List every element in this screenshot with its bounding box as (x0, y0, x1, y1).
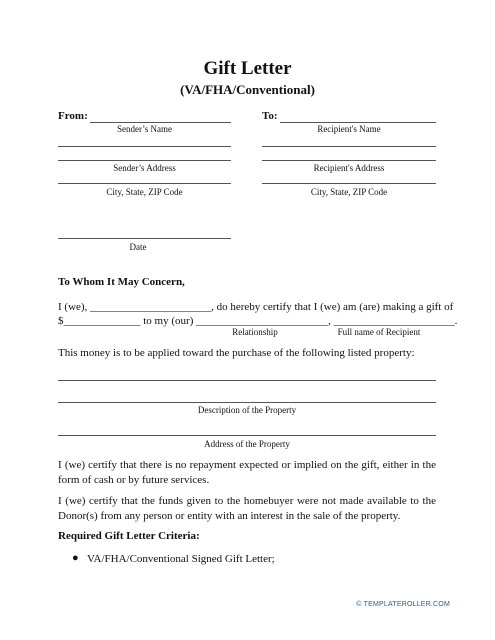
sender-city-line[interactable] (58, 183, 231, 184)
sender-name-caption: Sender’s Name (116, 124, 173, 134)
date-line[interactable] (58, 238, 231, 239)
bullet-icon: ● (72, 552, 79, 564)
recipient-city-caption: City, State, ZIP Code (310, 187, 388, 197)
sender-address-caption: Sender’s Address (113, 163, 176, 173)
certify-line-2: $______________ to my (our) ________________________, ______________________. (58, 315, 458, 327)
document-subtitle: (VA/FHA/Conventional) (180, 82, 315, 97)
property-address-line[interactable] (58, 435, 436, 436)
property-description-line-2[interactable] (58, 402, 436, 403)
relationship-caption: Relationship (232, 327, 278, 337)
property-intro: This money is to be applied toward the purchase of the following listed property: (58, 347, 415, 359)
from-label: From: (58, 110, 88, 122)
recipient-name-caption: Recipient's Name (317, 124, 381, 134)
sender-city-caption: City, State, ZIP Code (106, 187, 183, 197)
sender-name-line[interactable] (90, 122, 231, 123)
salutation: To Whom It May Concern, (58, 276, 185, 288)
property-description-line-1[interactable] (58, 380, 436, 381)
sender-address-line-2[interactable] (58, 160, 231, 161)
property-description-caption: Description of the Property (197, 405, 297, 415)
recipient-name-line[interactable] (280, 122, 436, 123)
funds-statement: I (we) certify that the funds given to the homebuyer were not made available to the Donor(s) from any person or entity with an interest in the sale of the property. (58, 495, 436, 522)
recipient-address-line-1[interactable] (262, 146, 436, 147)
recipient-city-line[interactable] (262, 183, 436, 184)
certify-line-1: I (we), ______________________, do hereby certify that I (we) am (are) making a gift of (58, 301, 454, 313)
recipient-address-line-2[interactable] (262, 160, 436, 161)
property-address-caption: Address of the Property (204, 439, 290, 449)
recipient-fullname-caption: Full name of Recipient (337, 327, 421, 337)
no-repayment-statement: I (we) certify that there is no repayment expected or implied on the gift, either in the form of cash or by future services. (58, 459, 436, 486)
criteria-item: VA/FHA/Conventional Signed Gift Letter; (87, 553, 275, 565)
document-title: Gift Letter (203, 58, 292, 79)
date-caption: Date (129, 242, 147, 252)
recipient-address-caption: Recipient's Address (313, 163, 385, 173)
footer-brand[interactable]: © TEMPLATEROLLER.COM (356, 601, 450, 608)
criteria-heading: Required Gift Letter Criteria: (58, 530, 200, 542)
sender-address-line-1[interactable] (58, 146, 231, 147)
to-label: To: (262, 110, 278, 122)
